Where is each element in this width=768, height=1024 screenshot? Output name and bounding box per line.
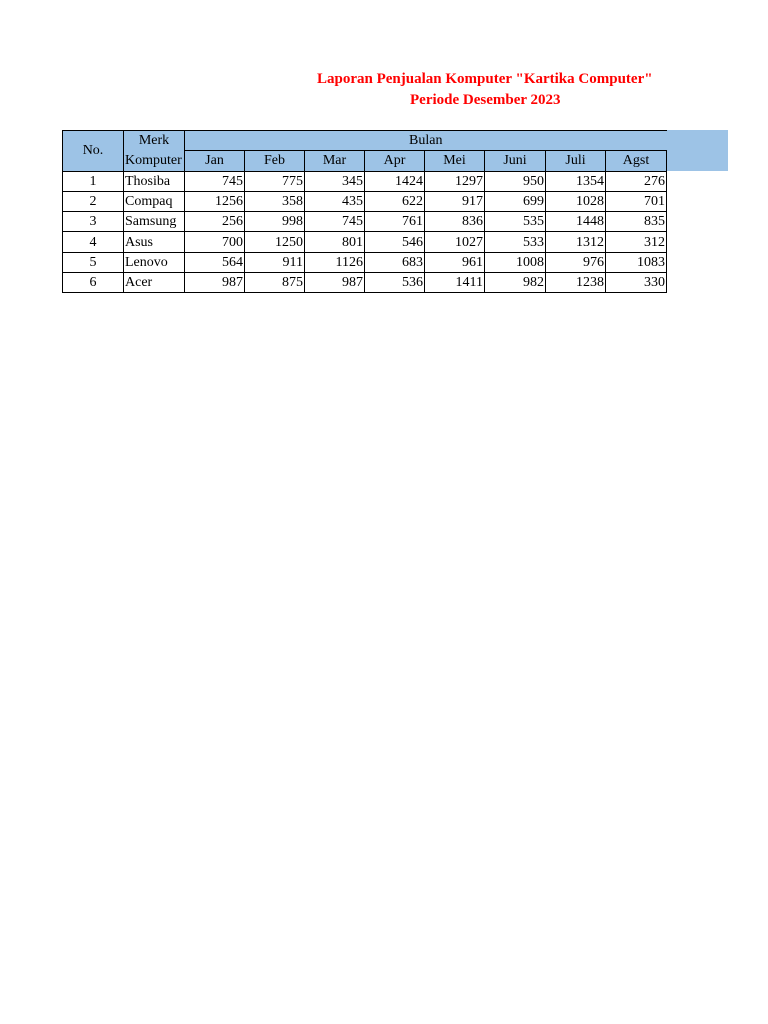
table-row xyxy=(63,252,667,272)
cell-no: 5 xyxy=(63,252,124,272)
cell-value: 535 xyxy=(485,212,546,232)
table-row xyxy=(63,191,667,211)
cell-no: 1 xyxy=(63,171,124,191)
cell-merk: Thosiba xyxy=(124,171,185,191)
cell-value: 976 xyxy=(546,252,606,272)
col-header-month: Mar xyxy=(305,151,365,171)
cell-merk: Asus xyxy=(124,232,185,252)
cell-value: 699 xyxy=(485,191,546,211)
table-row xyxy=(63,232,667,252)
header-row-1 xyxy=(63,131,667,151)
cell-value: 761 xyxy=(365,212,425,232)
cell-value: 745 xyxy=(185,171,245,191)
cell-value: 917 xyxy=(425,191,485,211)
col-header-month: Juni xyxy=(485,151,546,171)
cell-value: 745 xyxy=(305,212,365,232)
cell-value: 835 xyxy=(606,212,667,232)
header-fill-overflow xyxy=(667,130,728,171)
col-header-month: Agst xyxy=(606,151,667,171)
cell-value: 875 xyxy=(245,273,305,293)
cell-value: 358 xyxy=(245,191,305,211)
cell-value: 276 xyxy=(606,171,667,191)
cell-value: 1008 xyxy=(485,252,546,272)
col-header-no: No. xyxy=(63,131,124,172)
cell-value: 1256 xyxy=(185,191,245,211)
cell-value: 982 xyxy=(485,273,546,293)
cell-value: 1354 xyxy=(546,171,606,191)
cell-value: 683 xyxy=(365,252,425,272)
cell-value: 345 xyxy=(305,171,365,191)
cell-value: 1126 xyxy=(305,252,365,272)
cell-value: 536 xyxy=(365,273,425,293)
cell-value: 801 xyxy=(305,232,365,252)
table-row xyxy=(63,273,667,293)
cell-value: 1250 xyxy=(245,232,305,252)
cell-no: 6 xyxy=(63,273,124,293)
table-header xyxy=(63,131,667,172)
col-header-month: Feb xyxy=(245,151,305,171)
cell-value: 700 xyxy=(185,232,245,252)
cell-no: 2 xyxy=(63,191,124,211)
col-header-merk-top: Merk xyxy=(124,131,185,151)
col-header-month: Apr xyxy=(365,151,425,171)
cell-value: 701 xyxy=(606,191,667,211)
cell-value: 533 xyxy=(485,232,546,252)
cell-value: 961 xyxy=(425,252,485,272)
cell-value: 564 xyxy=(185,252,245,272)
cell-value: 1083 xyxy=(606,252,667,272)
cell-value: 435 xyxy=(305,191,365,211)
cell-value: 1297 xyxy=(425,171,485,191)
cell-value: 775 xyxy=(245,171,305,191)
cell-merk: Acer xyxy=(124,273,185,293)
table-body xyxy=(63,171,667,293)
sales-table-container xyxy=(62,130,667,293)
cell-value: 1312 xyxy=(546,232,606,252)
col-header-bulan: Bulan xyxy=(185,131,667,151)
cell-value: 950 xyxy=(485,171,546,191)
col-header-merk-bottom: Komputer xyxy=(124,151,185,171)
cell-value: 836 xyxy=(425,212,485,232)
cell-value: 998 xyxy=(245,212,305,232)
cell-value: 1027 xyxy=(425,232,485,252)
table-row xyxy=(63,171,667,191)
cell-merk: Lenovo xyxy=(124,252,185,272)
sales-table xyxy=(62,130,667,293)
cell-value: 1411 xyxy=(425,273,485,293)
cell-value: 312 xyxy=(606,232,667,252)
cell-merk: Compaq xyxy=(124,191,185,211)
cell-value: 330 xyxy=(606,273,667,293)
cell-value: 622 xyxy=(365,191,425,211)
cell-value: 987 xyxy=(305,273,365,293)
cell-value: 1238 xyxy=(546,273,606,293)
report-title-text: Laporan Penjualan Komputer "Kartika Computer" xyxy=(317,71,653,87)
cell-value: 987 xyxy=(185,273,245,293)
header-row-2 xyxy=(63,151,667,171)
cell-value: 256 xyxy=(185,212,245,232)
col-header-month: Mei xyxy=(425,151,485,171)
cell-value: 1448 xyxy=(546,212,606,232)
col-header-month: Jan xyxy=(185,151,245,171)
report-period-text: Periode Desember 2023 xyxy=(410,92,561,108)
cell-value: 911 xyxy=(245,252,305,272)
table-row xyxy=(63,212,667,232)
cell-value: 1028 xyxy=(546,191,606,211)
cell-merk: Samsung xyxy=(124,212,185,232)
cell-no: 4 xyxy=(63,232,124,252)
cell-value: 546 xyxy=(365,232,425,252)
cell-value: 1424 xyxy=(365,171,425,191)
col-header-month: Juli xyxy=(546,151,606,171)
cell-no: 3 xyxy=(63,212,124,232)
